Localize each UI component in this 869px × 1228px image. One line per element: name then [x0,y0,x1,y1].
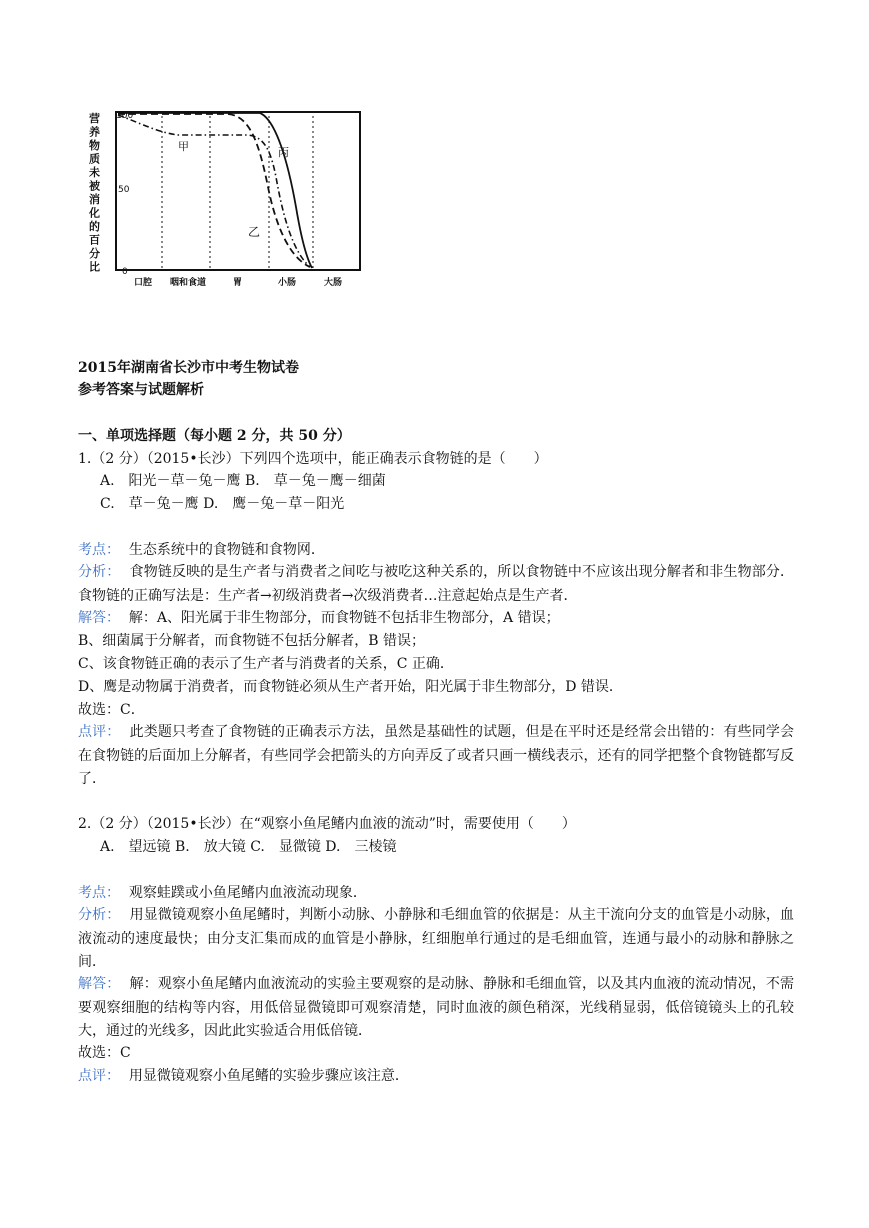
x-tick-esophagus: 咽和食道 [170,278,207,288]
x-tick-small-intestine: 小肠 [278,278,297,288]
q1-kaodian [78,540,325,560]
y-axis-label-char: 未 [89,166,100,179]
y-axis-label [88,111,101,274]
curve-jia [118,115,310,267]
y-axis-label-char: 消 [89,193,100,206]
doc-title: 2015年湖南省长沙市中考生物试卷 [78,360,299,376]
x-tick-stomach: 胃 [233,278,243,288]
q2-dianping [78,1066,409,1086]
q2-options: A. 望远镜 B. 放大镜 C. 显微镜 D. 三棱镜 [100,839,397,855]
fenxi-text: 用显微镜观察小鱼尾鳍时，判断小动脉、小静脉和毛细血管的依据是：从主干流向分支的血管是小动脉，血液流动的速度最快；由分支汇集而成的血管是小静脉，红细胞单行通过的是毛细血管，连通与最小的动脉和静脉之间． [78,907,795,970]
q2-fenxi [78,904,794,975]
label-bing: 丙 [278,146,289,159]
y-axis-label-char: 物 [89,139,100,152]
x-tick-mouth: 口腔 [134,278,153,288]
kaodian-text: 观察蛙蹼或小鱼尾鳍内血液流动现象． [128,885,367,901]
jieda-tag: 解答： [78,976,121,992]
q1-stem: 1.（2 分）（2015•长沙）下列四个选项中，能正确表示食物链的是（ ） [78,451,548,467]
q1-jieda [78,608,560,628]
q2-answer: 故选：C [78,1045,131,1061]
kaodian-tag: 考点： [78,885,120,901]
y-axis-label-char: 百 [89,233,100,247]
doc-subtitle: 参考答案与试题解析 [78,382,204,398]
fenxi-tag: 分析： [78,907,121,923]
y-axis-label-char: 化 [89,206,100,220]
y-axis-label-char: 营 [89,112,100,125]
dianping-tag: 点评： [78,1068,120,1084]
jieda-tag: 解答： [78,610,120,626]
digestion-figure [78,102,368,292]
y-axis-label-char: 的 [89,220,100,233]
section-heading: 一、单项选择题（每小题 2 分，共 50 分） [78,428,351,444]
label-jia: 甲 [178,140,189,153]
label-yi: 乙 [248,225,261,239]
curve-yi [118,114,310,267]
q1-line-d: D、鹰是动物属于消费者，而食物链必须从生产者开始，阳光属于非生物部分，D 错误． [78,679,623,695]
kaodian-tag: 考点： [78,542,120,558]
curve-bing [118,113,312,268]
y-tick-0: 0 [122,267,128,277]
dianping-text: 此类题只考查了食物链的正确表示方法，虽然是基础性的试题，但是在平时还是经常会出错的：有些同学会在食物链的后面加上分解者，有些同学会把箭头的方向弄反了或者只画一横线表示，还有的同学把整个食物链都写反了． [78,724,795,787]
y-axis-label-char: 分 [89,247,100,260]
kaodian-text: 生态系统中的食物链和食物网． [128,542,325,558]
y-axis-label-char: 质 [89,152,100,166]
y-axis-label-char: 养 [89,125,100,139]
q2-jieda [78,973,794,1044]
jieda-text: 解：A、阳光属于非生物部分，而食物链不包括非生物部分，A 错误； [128,610,560,626]
digestion-chart [78,102,368,292]
dianping-tag: 点评： [78,724,121,740]
q1-fenxi [78,561,794,608]
q1-dianping [78,721,794,792]
q2-kaodian [78,883,367,903]
q1-answer: 故选：C． [78,702,145,718]
q1-options-ab: A. 阳光－草－兔－鹰 B. 草－兔－鹰－细菌 [100,473,386,489]
q1-line-b: B、细菌属于分解者，而食物链不包括分解者，B 错误； [78,633,426,649]
q2-stem: 2.（2 分）（2015•长沙）在“观察小鱼尾鳍内血液的流动”时，需要使用（ ） [78,816,576,832]
y-axis-label-char: 被 [89,179,100,193]
y-axis-label-text [88,111,101,274]
x-tick-large-intestine: 大肠 [324,278,343,288]
y-tick-50: 50 [118,185,130,195]
q1-options-cd: C. 草－兔－鹰 D. 鹰－兔－草－阳光 [100,496,345,512]
dianping-text: 用显微镜观察小鱼尾鳍的实验步骤应该注意． [128,1068,409,1084]
y-tick-100: 100 [116,111,134,121]
fenxi-tag: 分析： [78,564,121,580]
fenxi-text: 食物链反映的是生产者与消费者之间吃与被吃这种关系的，所以食物链中不应该出现分解者和非生物部分．食物链的正确写法是：生产者→初级消费者→次级消费者…注意起始点是生产者． [78,564,795,604]
y-axis-label-char: 比 [89,260,100,274]
jieda-text: 解：观察小鱼尾鳍内血液流动的实验主要观察的是动脉、静脉和毛细血管，以及其内血液的流动情况，不需要观察细胞的结构等内容，用低倍显微镜即可观察清楚，同时血液的颜色稍深，光线稍显弱，低倍镜镜头上的孔较大，通过的光线多，因此此实验适合用低倍镜． [78,976,795,1039]
q1-line-c: C、该食物链正确的表示了生产者与消费者的关系，C 正确． [78,656,454,672]
